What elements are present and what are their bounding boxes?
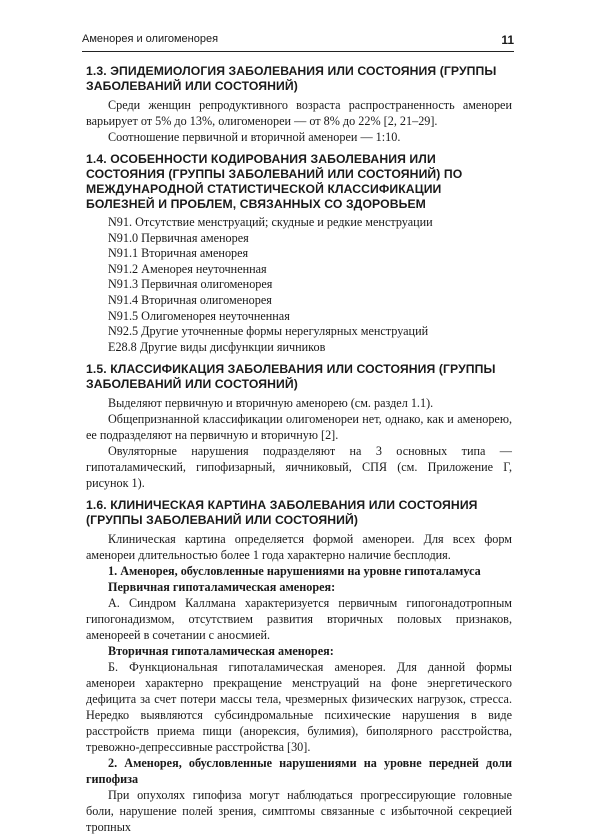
running-title: Аменорея и олигоменорея bbox=[82, 33, 219, 45]
paragraph: Общепризнанной классификации олигоменореи нет, однако, как и аменорею, ее подразделяют на первичную и вторичную [2]. bbox=[86, 412, 512, 443]
icd-code-item: N92.5 Другие уточненные формы нерегулярных менструаций bbox=[108, 324, 429, 339]
icd-code-item: N91.3 Первичная олигоменорея bbox=[108, 277, 273, 292]
icd-code-item: N91. Отсутствие менструаций; скудные и редкие менструации bbox=[108, 215, 433, 229]
paragraph: Овуляторные нарушения подразделяют на 3 основных типа — гипоталамический, гипофизарный, яичниковый, СПЯ (см. Приложение Г, рисунок 1). bbox=[86, 444, 512, 491]
icd-code-item: N91.2 Аменорея неуточненная bbox=[108, 261, 267, 276]
section-heading-1-3: 1.3. ЭПИДЕМИОЛОГИЯ ЗАБОЛЕВАНИЯ ИЛИ СОСТОЯНИЯ (ГРУППЫ ЗАБОЛЕВАНИЙ ИЛИ СОСТОЯНИЙ) bbox=[86, 64, 497, 93]
icd-code-item: N91.5 Олигоменорея неуточненная bbox=[108, 308, 290, 323]
paragraph: Б. Функциональная гипоталамическая аменорея. Для данной формы аменореи характерно прекращение менструаций на фоне энергетического дефицита за счет потери массы тела, чрезмерных физических нагрузок, стресса. Нередко выявляются субсиндромальные психические нарушения в виде расстройств приема пищи (анорексия, булимия), биполярного расстройства, тревожно-депрессивные расстройства [30]. bbox=[86, 660, 512, 755]
subheading-hypothalamic: 1. Аменорея, обусловленные нарушениями на уровне гипоталамуса bbox=[108, 564, 481, 579]
paragraph: Клиническая картина определяется формой аменореи. Для всех форм аменореи длительностью более 1 года характерно наличие бесплодия. bbox=[86, 532, 512, 563]
icd-code-item: E28.8 Другие виды дисфункции яичников bbox=[108, 339, 326, 354]
page-content bbox=[86, 57, 512, 835]
section-heading-1-4: 1.4. ОСОБЕННОСТИ КОДИРОВАНИЯ ЗАБОЛЕВАНИЯ ИЛИ СОСТОЯНИЯ (ГРУППЫ ЗАБОЛЕВАНИЙ ИЛИ СОСТОЯНИЙ) ПО МЕЖДУНАРОДНОЙ СТАТИСТИЧЕСКОЙ КЛАССИФИКАЦИИ БОЛЕЗНЕЙ И ПРОБЛЕМ, СВЯЗАННЫХ СО ЗДОРОВЬЕМ bbox=[86, 152, 463, 211]
paragraph: Среди женщин репродуктивного возраста распространенность аменореи варьирует от 5% до 13%, олигоменореи — от 8% до 22% [2, 21–29]. bbox=[86, 98, 512, 128]
paragraph: Соотношение первичной и вторичной аменореи — 1:10. bbox=[108, 130, 401, 144]
running-header bbox=[82, 33, 514, 49]
paragraph: Выделяют первичную и вторичную аменорею (см. раздел 1.1). bbox=[108, 396, 434, 411]
icd-code-list bbox=[86, 215, 512, 355]
subheading-secondary: Вторичная гипоталамическая аменорея: bbox=[108, 644, 334, 659]
header-rule bbox=[82, 51, 514, 52]
icd-code-item: N91.1 Вторичная аменорея bbox=[108, 246, 249, 261]
section-heading-1-6: 1.6. КЛИНИЧЕСКАЯ КАРТИНА ЗАБОЛЕВАНИЯ ИЛИ СОСТОЯНИЯ (ГРУППЫ ЗАБОЛЕВАНИЙ ИЛИ СОСТОЯНИЙ) bbox=[86, 498, 478, 528]
icd-code-item: N91.4 Вторичная олигоменорея bbox=[108, 292, 272, 307]
paragraph: А. Синдром Каллмана характеризуется первичным гипогонадотропным гипогонадизмом, отсутствием развития вторичных половых признаков, аменореей в сочетании с аносмией. bbox=[86, 596, 512, 643]
subheading-primary: Первичная гипоталамическая аменорея: bbox=[108, 580, 336, 595]
section-heading-1-5: 1.5. КЛАССИФИКАЦИЯ ЗАБОЛЕВАНИЯ ИЛИ СОСТОЯНИЯ (ГРУППЫ ЗАБОЛЕВАНИЙ ИЛИ СОСТОЯНИЙ) bbox=[86, 362, 496, 392]
subheading-pituitary: 2. Аменорея, обусловленные нарушениями на уровне передней доли гипофиза bbox=[86, 756, 512, 787]
icd-code-item: N91.0 Первичная аменорея bbox=[108, 230, 249, 245]
page-number: 11 bbox=[501, 33, 514, 47]
paragraph: При опухолях гипофиза могут наблюдаться прогрессирующие головные боли, нарушение полей зрения, симптомы связанные с избыточной секрецией тропных bbox=[86, 788, 512, 835]
